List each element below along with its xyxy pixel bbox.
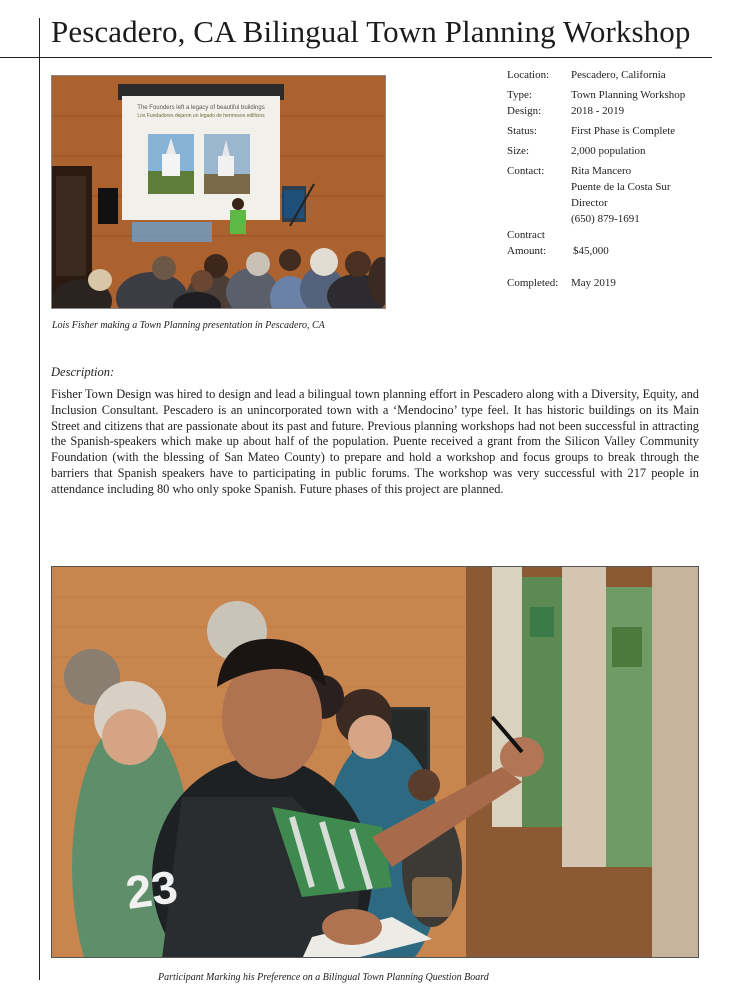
- location-label: Location:: [507, 69, 550, 81]
- presentation-photo-caption: Lois Fisher making a Town Planning presentation in Pescadero, CA: [52, 320, 325, 331]
- title-underline: [0, 57, 712, 58]
- contact-title: Director: [571, 197, 608, 209]
- design-label: Design:: [507, 105, 542, 117]
- design-value: 2018 - 2019: [571, 105, 625, 117]
- size-value: 2,000 population: [571, 145, 646, 157]
- project-info: [507, 67, 722, 295]
- info-row-type: [507, 87, 722, 103]
- size-label: Size:: [507, 145, 529, 157]
- type-label: Type:: [507, 89, 532, 101]
- info-row-status: [507, 123, 722, 139]
- amount-label: Amount:: [507, 245, 547, 257]
- vertical-rule: [39, 18, 40, 980]
- slide-caption-english: The Founders left a legacy of beautiful buildings: [137, 105, 265, 111]
- contact-value: [571, 163, 722, 227]
- status-label: Status:: [507, 125, 537, 137]
- contact-name: Rita Mancero: [571, 165, 632, 177]
- amount-value: $45,000: [573, 245, 609, 257]
- presentation-photo: [51, 75, 386, 309]
- info-row-completed: [507, 275, 722, 291]
- slide-caption-spanish: Los Fundadores dejaron un legado de hermosos edificios: [137, 113, 265, 119]
- contact-organization: Puente de la Costa Sur: [571, 181, 671, 193]
- location-value: Pescadero, California: [571, 69, 666, 81]
- page-title: Pescadero, CA Bilingual Town Planning Workshop: [51, 14, 691, 49]
- status-value: First Phase is Complete: [571, 125, 676, 137]
- description-heading: Description:: [51, 365, 115, 379]
- contact-phone: (650) 879-1691: [571, 213, 640, 225]
- info-row-contract-label: [507, 227, 722, 243]
- jersey-number: 23: [122, 860, 181, 919]
- completed-label: Completed:: [507, 277, 559, 289]
- contract-label: Contract: [507, 229, 545, 241]
- type-value: Town Planning Workshop: [571, 89, 686, 101]
- info-row-amount: [507, 243, 722, 259]
- info-row-contact: [507, 163, 722, 227]
- contact-label: Contact:: [507, 165, 545, 177]
- info-row-size: [507, 143, 722, 159]
- description-body: Fisher Town Design was hired to design and lead a bilingual town planning effort in Pescadero along with a Diversity, Equity, and Inclusion Consultant. Pescadero is an unincorporated town with a ‘Mendocino’ type feel. It has historic buildings on its Main Street and citizens that are passionate about its past and future. Previous planning workshops had not been successful in attracting the Spanish-speakers which make up about half of the population. Puente received a grant from the Silicon Valley Community Foundation (with the blessing of San Mateo County) to prepare and hold a workshop and focus groups to break through the barriers that Spanish speakers have to participating in public forums. The workshop was very successful with 217 people in attendance including 80 who only spoke Spanish. Future phases of this project are planned.: [51, 387, 699, 496]
- completed-value: May 2019: [571, 277, 616, 289]
- info-row-design: [507, 103, 722, 119]
- participant-photo-caption: Participant Marking his Preference on a Bilingual Town Planning Question Board: [158, 972, 489, 983]
- participant-photo: [51, 566, 699, 958]
- info-row-location: [507, 67, 722, 83]
